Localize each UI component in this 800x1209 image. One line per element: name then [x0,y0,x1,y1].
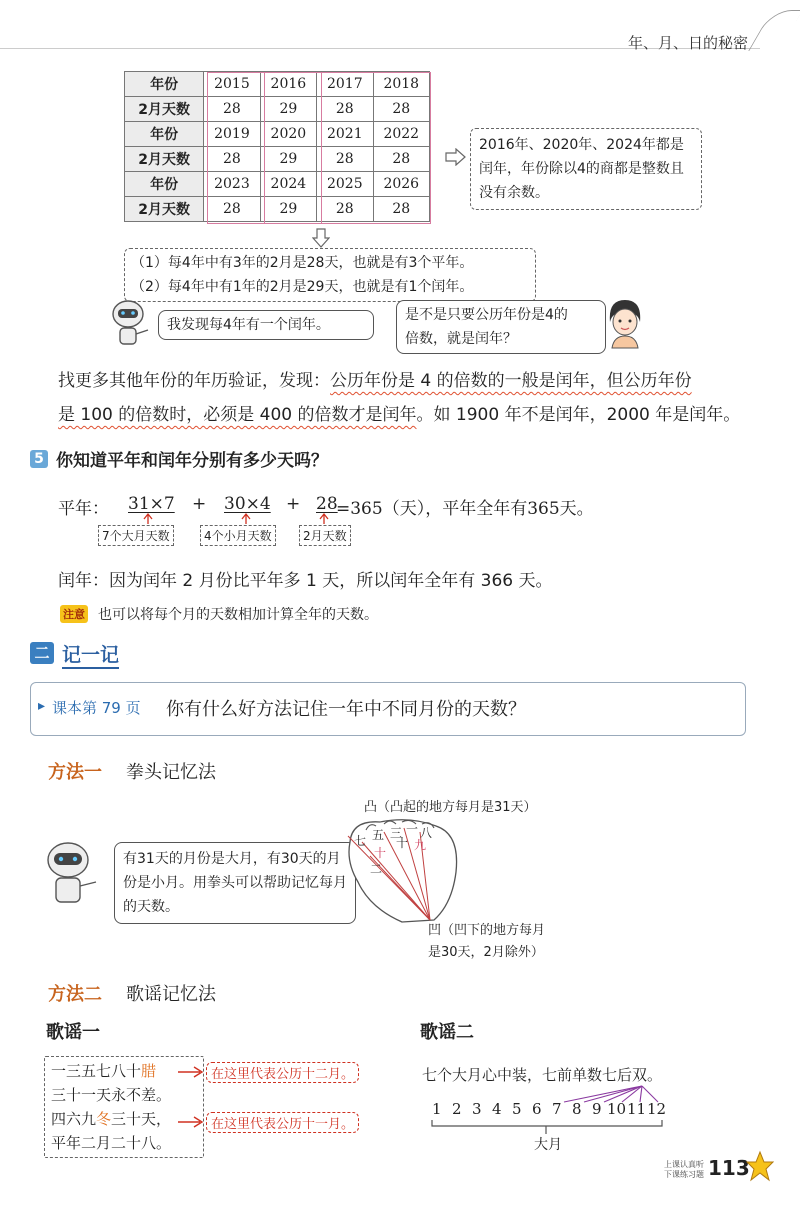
fist-label: 九 [414,838,427,852]
common-year-result: =365（天），平年全年有365天。 [336,499,594,519]
robot-avatar [108,298,152,346]
header-corner-decoration [748,10,800,51]
number-line-tick: 6 [532,1100,542,1118]
number-line-tick: 7 [552,1100,562,1118]
number-line-tick: 8 [572,1100,582,1118]
table-row: 年份 2023 2024 2025 2026 [125,172,430,197]
song1-title: 歌谣一 [46,1022,100,1043]
side-note: 2016年、2020年、2024年都是闰年，年份除以4的商都是整数且没有余数。 [470,128,702,210]
number-line-tick: 5 [512,1100,522,1118]
note-text: 也可以将每个月的天数相加计算全年的天数。 [98,607,378,623]
method2-label: 方法二 [48,984,102,1005]
tag-small-months: 4个小月天数 [200,525,276,546]
textbook-question: 你有什么好方法记住一年中不同月份的天数？ [166,699,526,720]
footer-tags: 上课认真听 下课练习题 [664,1160,704,1179]
number-line-tick: 10 [607,1100,627,1118]
fist-label: 十 [374,846,387,860]
song1-arrows [178,1062,208,1132]
song1-note-1: 在这里代表公历十二月。 [206,1062,359,1083]
method1-name: 拳头记忆法 [126,762,216,783]
plus-sign-2: + [286,494,301,514]
method2-name: 歌谣记忆法 [126,984,216,1005]
fist-drawing [340,812,470,932]
common-year-label: 平年： [58,499,109,519]
dip-note: 凹（凹下的地方每月 是30天，2月除外） [428,923,546,960]
song1-line: 三十一天永不差。 [51,1086,172,1104]
fist-label: 十 [396,836,409,850]
page-number: 113 [708,1156,750,1180]
tag-february: 2月天数 [299,525,351,546]
fist-label: 五 [372,828,385,842]
star-mascot-icon [746,1150,774,1184]
finding-paragraph [58,364,758,432]
table-row: 年份 2015 2016 2017 2018 [125,72,430,97]
girl-avatar [602,296,648,350]
section-title: 记一记 [62,640,119,669]
song1-line: 四六九冬三十天， [51,1110,172,1128]
term-31x7: 31×7 [128,494,175,514]
term-28: 28 [316,494,338,514]
table-row: 2月天数 28 29 28 28 [125,147,430,172]
song1-note-2: 在这里代表公历十一月。 [206,1112,359,1133]
number-line-tick: 1 [432,1100,442,1118]
findings-box [124,248,536,302]
fist-label: 三 [390,826,403,840]
question-5-title: 你知道平年和闰年分别有多少天吗？ [56,451,328,471]
table-row: 2月天数 28 29 28 28 [125,97,430,122]
paragraph-line-2: 是 100 的倍数时，必须是 400 的倍数才是闰年。如 1900 年不是闰年，2000 年是闰年。 [58,405,741,425]
tag-big-months: 7个大月天数 [98,525,174,546]
chevron-right-icon: ▸ [38,698,46,714]
song2-axis-label: 大月 [534,1137,562,1153]
table-row: 年份 2019 2020 2021 2022 [125,122,430,147]
plus-sign-1: + [192,494,207,514]
question-number-badge: 5 [30,450,48,468]
number-line-tick: 4 [492,1100,502,1118]
number-line-tick: 12 [647,1100,667,1118]
method1-label: 方法一 [48,762,102,783]
fist-label: 一 [406,822,419,836]
bump-note: 凸（凸起的地方每月是31天） [364,800,537,815]
note-badge: 注意 [60,605,88,623]
finding-line-2: （2）每4年中有1年的2月是29天，也就是有1个闰年。 [131,279,474,295]
fist-label: 七 [354,834,367,848]
textbook-ref: 课本第 79 页 [52,699,141,717]
right-arrow-icon [445,148,467,166]
song2-text: 七个大月心中装，七前单数七后双。 [422,1066,663,1084]
fist-label: 八 [420,826,433,840]
number-line-tick: 2 [452,1100,462,1118]
number-line-tick: 9 [592,1100,602,1118]
robot-avatar-2 [42,840,100,904]
girl-bubble: 是不是只要公历年份是4的 倍数，就是闰年？ [396,300,606,354]
fist-label: 二 [370,862,383,876]
table-row: 2月天数 28 29 28 28 [125,197,430,222]
leap-column-highlight [264,72,322,224]
up-arrows [140,512,340,526]
number-line-tick: 11 [627,1100,647,1118]
robot-fist-bubble: 有31天的月份是大月，有30天的月份是小月。用拳头可以帮助记忆每月的天数。 [114,842,356,924]
song1-line: 一三五七八十腊 [51,1062,157,1080]
paragraph-line-1: 找更多其他年份的年历验证，发现：公历年份是 4 的倍数的一般是闰年，但公历年份 [58,371,692,391]
term-30x4: 30×4 [224,494,271,514]
robot-bubble: 我发现每4年有一个闰年。 [158,310,374,340]
number-line-tick: 3 [472,1100,482,1118]
finding-line-1: （1）每4年中有3年的2月是28天，也就是有3个平年。 [131,255,474,271]
song1-line: 平年二月二十八。 [51,1134,172,1152]
leap-year-text: 闰年：因为闰年 2 月份比平年多 1 天，所以闰年全年有 366 天。 [58,571,553,591]
song2-title: 歌谣二 [420,1022,474,1043]
down-arrow-icon [312,228,330,248]
page-title: 年、月、日的秘密 [628,34,749,52]
section-badge: 二 [30,642,54,664]
